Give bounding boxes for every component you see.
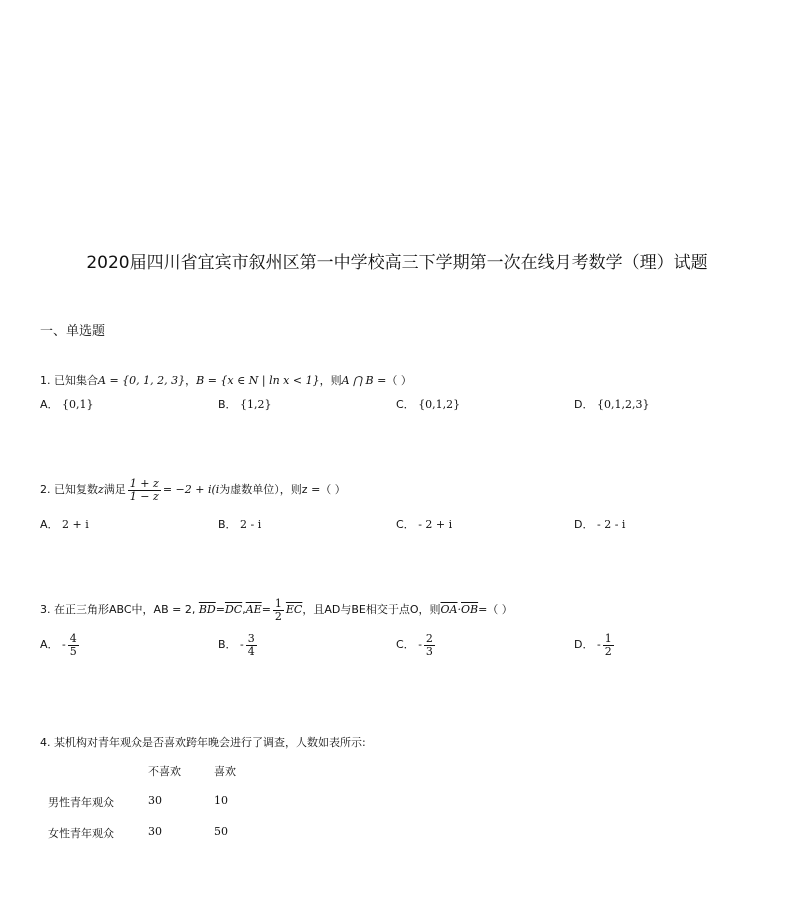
option-denominator: 2 bbox=[604, 644, 612, 658]
option-denominator: 5 bbox=[69, 644, 77, 658]
question-3-stem bbox=[40, 598, 513, 622]
q3-comma: , bbox=[242, 603, 246, 617]
q2-option-b[interactable] bbox=[218, 516, 261, 532]
q3-stem-mid: ，且AD与BE相交于点O，则 bbox=[302, 603, 441, 617]
option-sign: - bbox=[62, 638, 66, 652]
section-heading: 一、单选题 bbox=[40, 324, 106, 339]
q3-dot: · bbox=[457, 603, 461, 617]
option-text: 2 + i bbox=[62, 518, 89, 531]
q3-vector-oa: $\overline{OA}$ bbox=[440, 603, 458, 617]
q3-option-c[interactable] bbox=[396, 633, 437, 657]
option-letter: B． bbox=[218, 638, 237, 652]
option-numerator: 4 bbox=[69, 632, 77, 645]
option-numerator: 1 bbox=[604, 632, 612, 645]
option-fraction bbox=[246, 633, 257, 657]
q3-stem-pre: 3. 在正三角形ABC中，AB = 2, bbox=[40, 603, 196, 617]
q2-option-a[interactable] bbox=[40, 516, 89, 532]
q1-option-c[interactable] bbox=[396, 396, 460, 412]
option-letter: C． bbox=[396, 518, 415, 531]
q3-vector-ec: $\overline{EC}$ bbox=[285, 603, 303, 617]
q1-stem-post: （ ） bbox=[386, 374, 412, 387]
q3-option-b[interactable] bbox=[218, 633, 259, 657]
option-text: - 2 + i bbox=[418, 518, 453, 531]
q2-stem-mid: 满足 bbox=[103, 483, 126, 497]
q3-vector-bd: $\overline{BD}$ bbox=[198, 603, 216, 617]
q2-option-d[interactable] bbox=[574, 516, 625, 532]
table-cell-female-dislike: 30 bbox=[148, 825, 162, 838]
q1-expr: A ⋂ B = bbox=[341, 374, 387, 387]
option-letter: C． bbox=[396, 638, 415, 652]
option-sign: - bbox=[418, 638, 422, 652]
option-text: {0,1,2,3} bbox=[596, 398, 650, 411]
option-fraction bbox=[424, 633, 435, 657]
q3-vector-dc: $\overline{DC}$ bbox=[224, 603, 243, 617]
q3-eq: = bbox=[261, 603, 271, 617]
option-fraction bbox=[603, 633, 614, 657]
q1-option-d[interactable] bbox=[574, 396, 649, 412]
table-cell-male-dislike: 30 bbox=[148, 794, 162, 807]
q2-rhs: = −2 + i( bbox=[162, 483, 216, 497]
q3-frac-num: 1 bbox=[274, 597, 282, 610]
q3-option-a[interactable] bbox=[40, 633, 81, 657]
table-row-label-female: 女性青年观众 bbox=[48, 827, 114, 840]
q3-eq: = bbox=[215, 603, 225, 617]
option-denominator: 4 bbox=[247, 644, 255, 658]
question-1-stem bbox=[40, 372, 412, 388]
option-letter: D． bbox=[574, 398, 594, 411]
exam-title: 2020届四川省宜宾市叙州区第一中学校高三下学期第一次在线月考数学（理）试题 bbox=[86, 253, 708, 273]
option-letter: A． bbox=[40, 638, 59, 652]
option-letter: D． bbox=[574, 638, 594, 652]
table-row-label-male: 男性青年观众 bbox=[48, 796, 114, 809]
q2-stem-post: 为虚数单位），则z =（ ） bbox=[219, 483, 346, 497]
q2-stem-pre: 2. 已知复数 bbox=[40, 483, 98, 497]
option-text: - 2 - i bbox=[596, 518, 626, 531]
q3-vector-ae: $\overline{AE}$ bbox=[245, 603, 262, 617]
option-denominator: 3 bbox=[425, 644, 433, 658]
option-letter: A． bbox=[40, 398, 59, 411]
q2-frac-num: 1 + z bbox=[129, 477, 159, 490]
option-numerator: 2 bbox=[425, 632, 433, 645]
option-text: {0,1} bbox=[62, 398, 94, 411]
table-cell-female-like: 50 bbox=[214, 825, 228, 838]
option-letter: B． bbox=[218, 518, 237, 531]
option-text: 2 - i bbox=[240, 518, 262, 531]
q1-sep: ， bbox=[185, 374, 197, 387]
option-letter: C． bbox=[396, 398, 415, 411]
option-letter: A． bbox=[40, 518, 59, 531]
q2-option-c[interactable] bbox=[396, 516, 452, 532]
option-sign: - bbox=[596, 638, 601, 652]
option-sign: - bbox=[240, 638, 244, 652]
option-text: {1,2} bbox=[240, 398, 272, 411]
q1-stem-mid: ，则 bbox=[319, 374, 342, 387]
q3-vector-ob: $\overline{OB}$ bbox=[460, 603, 479, 617]
option-numerator: 3 bbox=[247, 632, 255, 645]
q2-i-var: i bbox=[215, 483, 220, 497]
q2-var: z bbox=[98, 483, 104, 497]
q3-stem-post: =（ ） bbox=[478, 603, 513, 617]
option-text: {0,1,2} bbox=[418, 398, 461, 411]
option-letter: B． bbox=[218, 398, 237, 411]
q3-frac-den: 2 bbox=[274, 609, 282, 623]
q2-fraction bbox=[128, 478, 161, 502]
q3-option-d[interactable] bbox=[574, 633, 616, 657]
table-header-dislike: 不喜欢 bbox=[148, 765, 181, 778]
q1-set-b: B = {x ∈ N | ln x < 1} bbox=[196, 374, 320, 387]
q2-frac-den: 1 − z bbox=[129, 489, 159, 503]
question-2-stem bbox=[40, 478, 346, 502]
option-fraction bbox=[68, 633, 79, 657]
table-header-like: 喜欢 bbox=[214, 765, 236, 778]
table-cell-male-like: 10 bbox=[214, 794, 228, 807]
q1-stem-pre: 1. 已知集合 bbox=[40, 374, 98, 387]
q3-fraction bbox=[273, 598, 284, 622]
option-letter: D． bbox=[574, 518, 594, 531]
question-4-stem: 4. 某机构对青年观众是否喜欢跨年晚会进行了调查，人数如表所示: bbox=[40, 736, 366, 749]
q1-set-a: A = {0, 1, 2, 3} bbox=[98, 374, 186, 387]
q1-option-a[interactable] bbox=[40, 396, 94, 412]
q1-option-b[interactable] bbox=[218, 396, 272, 412]
